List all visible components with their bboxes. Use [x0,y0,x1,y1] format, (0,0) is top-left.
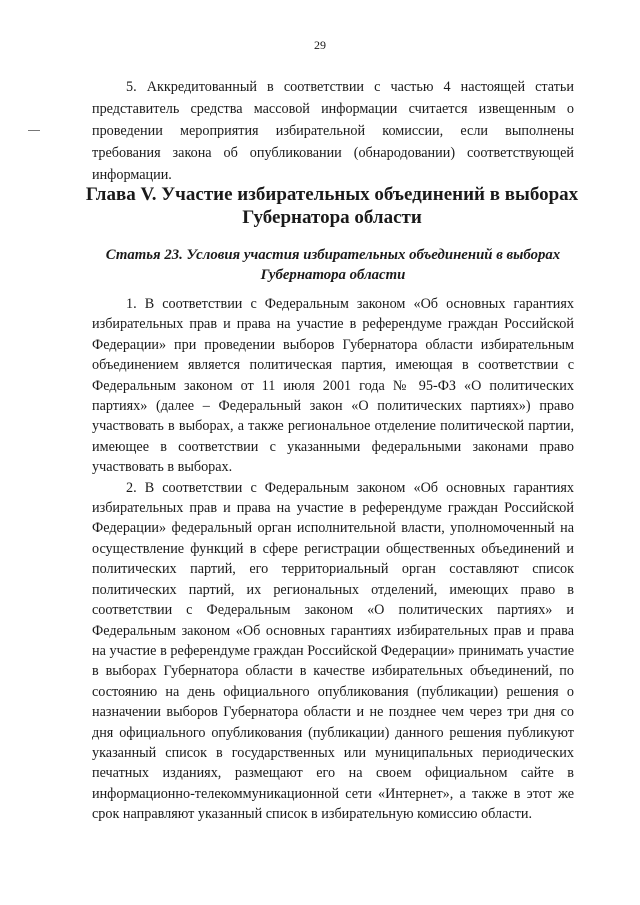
article-paragraph-1: 1. В соответствии с Федеральным законом «Об основных гарантиях избирательных прав и права на участие в референдуме граждан Российской Федерации» при проведении выборов Губернатора области избирательным объединением является политическая партия, имеющая в соответствии с Федеральным законом от 11 июля 2001 года № 95-ФЗ «О политических партиях» (далее – Федеральный закон «О политических партиях») право участвовать в выборах, а также региональное отделение политической партии, имеющее в соответствии с указанными федеральными законами право участвовать в выборах. [92,296,574,476]
margin-mark [28,130,40,131]
article-title: Статья 23. Условия участия избирательных объединений в выборах Губернатора области [105,247,561,283]
intro-paragraph: 5. Аккредитованный в соответствии с частью 4 настоящей статьи представитель средства массовой информации считается извещенным о проведении мероприятия избирательной комиссии, если выполнены требования закона об опубликовании (обнародовании) соответствующей информации. [92,79,574,183]
chapter-title: Глава V. Участие избирательных объединений в выборах Губернатора области [85,184,579,228]
article-paragraph-2: 2. В соответствии с Федеральным законом «Об основных гарантиях избирательных прав и права на участие в референдуме граждан Российской Федерации» федеральный орган исполнительной власти, уполномоченный на осуществление функций в сфере регистрации общественных объединений и политических партий, его территориальный орган составляют список политических партий, их региональных отделений, имеющих право в соответствии с Федеральным законом «О политических партиях» и Федеральным законом «Об основных гарантиях избирательных прав и права на участие в референдуме граждан Российской Федерации» принимать участие в выборах Губернатора области в качестве избирательных объединений, по состоянию на день официального опубликования (публикации) решения о назначении выборов Губернатора области и не позднее чем через три дня со дня официального опубликования (публикации) данного решения публикуют указанный список в государственных или муниципальных периодических печатных изданиях, размещают его на своем официальном сайте в информационно-телекоммуникационной сети «Интернет», а также в этот же срок направляют указанный список в избирательную комиссию области. [92,479,574,823]
page-number: 29 [314,38,326,52]
article-body [92,294,574,825]
